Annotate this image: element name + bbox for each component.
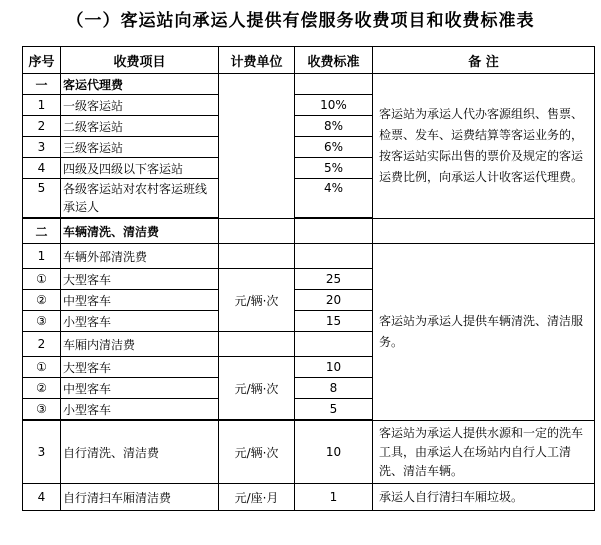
- header-unit: 计费单位: [219, 47, 295, 74]
- row-item: 车厢内清洁费: [61, 332, 219, 357]
- row-item: 小型客车: [61, 399, 219, 420]
- std-cell: [295, 332, 373, 357]
- note-cell: 客运站为承运人提供水源和一定的洗车工具，由承运人在场站内自行人工清洗、清洁车辆。: [373, 421, 595, 484]
- fee-table: [22, 46, 595, 511]
- row-std: 10: [295, 421, 373, 484]
- row-item: 四级及四级以下客运站: [61, 158, 219, 179]
- row-std: 4%: [295, 179, 373, 218]
- unit-cell: 元/辆·次: [219, 357, 295, 420]
- std-cell: [295, 244, 373, 269]
- sub-row: [23, 244, 595, 269]
- row-no: 3: [23, 137, 61, 158]
- row-no: 1: [23, 244, 61, 269]
- section-row: [23, 74, 595, 95]
- header-note: 备 注: [373, 47, 595, 74]
- row-std: 5%: [295, 158, 373, 179]
- unit-cell: [219, 332, 295, 357]
- section-title: 客运代理费: [61, 74, 219, 95]
- section-title: 车辆清洗、清洁费: [61, 219, 219, 244]
- section-row: [23, 219, 595, 244]
- unit-cell: [219, 74, 295, 219]
- section-no: 一: [23, 74, 61, 95]
- std-cell: [295, 74, 373, 95]
- row-no: 5: [23, 179, 61, 218]
- row-no: ①: [23, 269, 61, 290]
- row-no: ③: [23, 311, 61, 332]
- note-cell: 客运站为承运人提供车辆清洗、清洁服务。: [373, 244, 595, 421]
- row-no: 4: [23, 484, 61, 511]
- header-item: 收费项目: [61, 47, 219, 74]
- section-no: 二: [23, 219, 61, 244]
- row-unit: 元/座·月: [219, 484, 295, 511]
- row-item: 各级客运站对农村客运班线承运人: [61, 179, 219, 218]
- row-item: 自行清扫车厢清洁费: [61, 484, 219, 511]
- row-no: 1: [23, 95, 61, 116]
- row-std: 6%: [295, 137, 373, 158]
- row-item: 大型客车: [61, 357, 219, 378]
- unit-cell: [219, 219, 295, 244]
- row-std: 20: [295, 290, 373, 311]
- row-std: 8%: [295, 116, 373, 137]
- header-row: [23, 47, 595, 74]
- unit-cell: 元/辆·次: [219, 269, 295, 332]
- row-no: 2: [23, 332, 61, 357]
- row-no: ②: [23, 378, 61, 399]
- row-no: ②: [23, 290, 61, 311]
- row-std: 8: [295, 378, 373, 399]
- header-no: 序号: [23, 47, 61, 74]
- row-no: 2: [23, 116, 61, 137]
- row-std: 1: [295, 484, 373, 511]
- header-std: 收费标准: [295, 47, 373, 74]
- table-row: [23, 421, 595, 484]
- row-item: 三级客运站: [61, 137, 219, 158]
- row-std: 10: [295, 357, 373, 378]
- note-cell: 客运站为承运人代办客源组织、售票、检票、发车、运费结算等客运业务的，按客运站实际出售的票价及规定的客运运费比例，向承运人计收客运代理费。: [373, 74, 595, 219]
- row-no: 4: [23, 158, 61, 179]
- row-item: 二级客运站: [61, 116, 219, 137]
- row-no: ①: [23, 357, 61, 378]
- row-std: 25: [295, 269, 373, 290]
- row-item: 中型客车: [61, 378, 219, 399]
- unit-cell: [219, 244, 295, 269]
- row-item: 中型客车: [61, 290, 219, 311]
- row-item: 车辆外部清洗费: [61, 244, 219, 269]
- note-cell: [373, 219, 595, 244]
- row-no: 3: [23, 421, 61, 484]
- row-std: 10%: [295, 95, 373, 116]
- row-unit: 元/辆·次: [219, 421, 295, 484]
- note-cell: 承运人自行清扫车厢垃圾。: [373, 484, 595, 511]
- row-std: 5: [295, 399, 373, 420]
- page-title: （一）客运站向承运人提供有偿服务收费项目和收费标准表: [66, 11, 535, 31]
- row-item: 自行清洗、清洁费: [61, 421, 219, 484]
- row-no: ③: [23, 399, 61, 420]
- table-row: [23, 484, 595, 511]
- row-item: 大型客车: [61, 269, 219, 290]
- row-std: 15: [295, 311, 373, 332]
- row-item: 小型客车: [61, 311, 219, 332]
- row-item: 一级客运站: [61, 95, 219, 116]
- std-cell: [295, 219, 373, 244]
